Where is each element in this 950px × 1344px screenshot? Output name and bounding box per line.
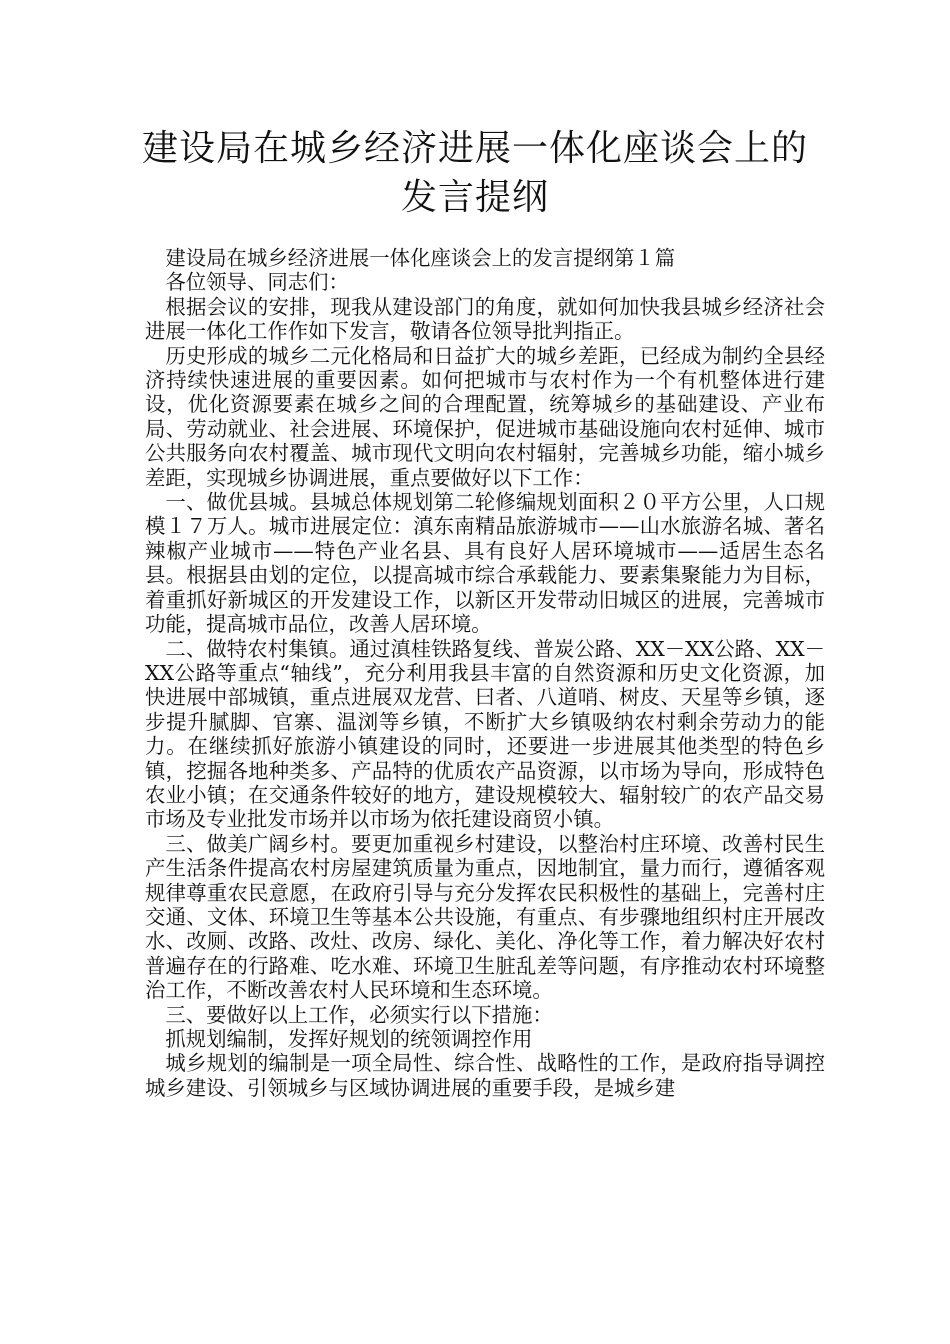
document-title	[0, 124, 950, 222]
document-subtitle: 建设局在城乡经济进展一体化座谈会上的发言提纲第１篇	[165, 246, 676, 270]
paragraph: 根据会议的安排，现我从建设部门的角度，就如何加快我县城乡经济社会进展一体化工作作如下发言，敬请各位领导批判指正。	[145, 294, 825, 344]
salutation: 各位领导、同志们：	[165, 270, 349, 295]
title-line-1: 建设局在城乡经济进展一体化座谈会上的	[141, 128, 808, 169]
section-subheading: 抓规划编制，发挥好规划的统领调控作用	[165, 1027, 533, 1051]
paragraph: 一、做优县城。县城总体规划第二轮修编规划面积２０平方公里，人口规模１７万人。城市进展定位：滇东南精品旅游城市——山水旅游名城、著名辣椒产业城市——特色产业名县、具有良好人居环境城市——适居生态名县。根据县由划的定位，以提高城市综合承载能力、要素集聚能力为目标，着重抓好新城区的开发建设工作，以新区开发带动旧城区的进展，完善城市功能，提高城市品位，改善人居环境。	[145, 490, 825, 637]
paragraph: 二、做特农村集镇。通过滇桂铁路复线、普炭公路、XX－XX公路、XX－XX公路等重点“轴线”，充分利用我县丰富的自然资源和历史文化资源，加快进展中部城镇，重点进展双龙营、曰者、八道哨、树皮、天星等乡镇，逐步提升腻脚、官寨、温浏等乡镇，不断扩大乡镇吸纳农村剩余劳动力的能力。在继续抓好旅游小镇建设的同时，还要进一步进展其他类型的特色乡镇，挖掘各地种类多、产品特的优质农产品资源，以市场为导向，形成特色农业小镇；在交通条件较好的地方，建设规模较大、辐射较广的农产品交易市场及专业批发市场并以市场为依托建设商贸小镇。	[145, 636, 825, 832]
document-body	[145, 246, 825, 1100]
paragraph: 城乡规划的编制是一项全局性、综合性、战略性的工作，是政府指导调控城乡建设、引领城乡与区域协调进展的重要手段，是城乡建	[145, 1051, 825, 1100]
paragraph: 历史形成的城乡二元化格局和日益扩大的城乡差距，已经成为制约全县经济持续快速进展的重要因素。如何把城市与农村作为一个有机整体进行建设，优化资源要素在城乡之间的合理配置，统筹城乡的基础建设、产业布局、劳动就业、社会进展、环境保护，促进城市基础设施向农村延伸、城市公共服务向农村覆盖、城市现代文明向农村辐射，完善城乡功能，缩小城乡差距，实现城乡协调进展，重点要做好以下工作：	[145, 343, 825, 490]
paragraph: 三、做美广阔乡村。要更加重视乡村建设，以整治村庄环境、改善村民生产生活条件提高农村房屋建筑质量为重点，因地制宜，量力而行，遵循客观规律尊重农民意愿，在政府引导与充分发挥农民积极性的基础上，完善村庄交通、文体、环境卫生等基本公共设施，有重点、有步骤地组织村庄开展改水、改厕、改路、改灶、改房、绿化、美化、净化等工作，着力解决好农村普遍存在的行路难、吃水难、环境卫生脏乱差等问题，有序推动农村环境整治工作，不断改善农村人民环境和生态环境。	[145, 831, 825, 1003]
title-line-2: 发言提纲	[400, 177, 549, 218]
section-heading: 三、要做好以上工作，必须实行以下措施：	[165, 1002, 553, 1027]
